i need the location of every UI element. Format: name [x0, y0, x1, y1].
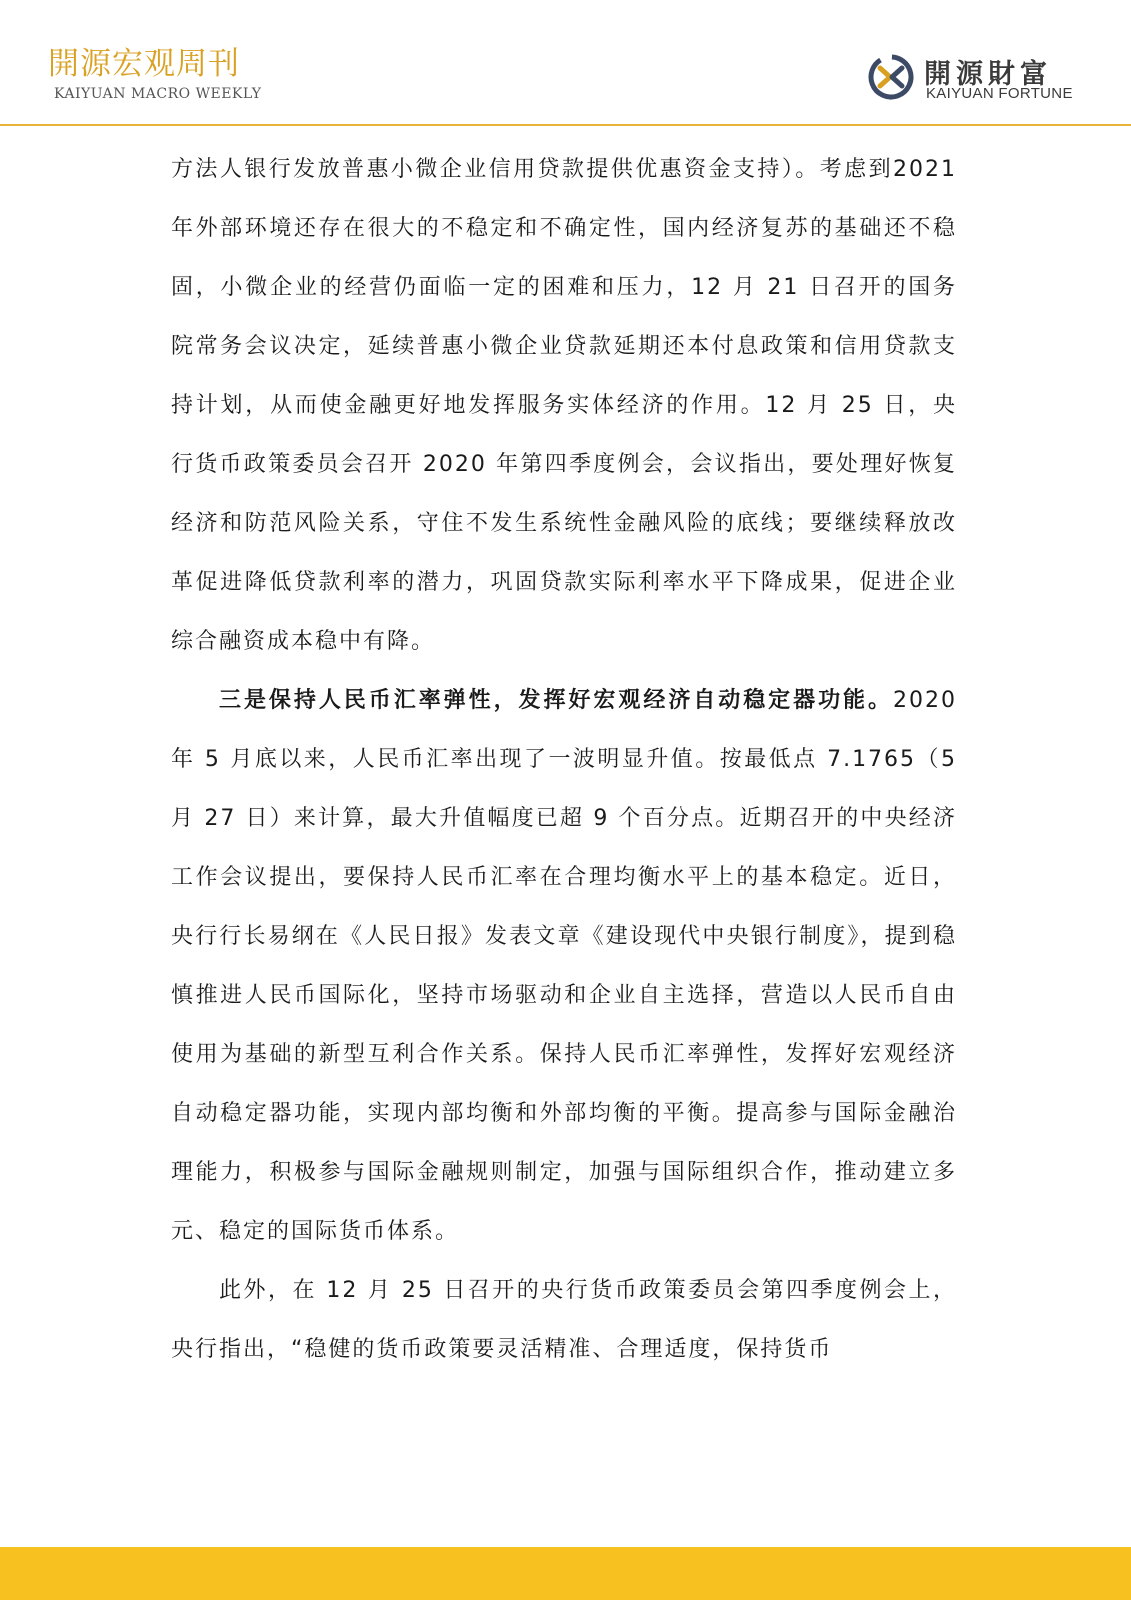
publication-subtitle: KAIYUAN MACRO WEEKLY: [54, 86, 262, 102]
article-body: [171, 140, 957, 1379]
brand-logo: [866, 50, 1091, 106]
brand-logo-icon: [866, 52, 916, 102]
publication-title: 開源宏观周刊: [48, 46, 240, 82]
paragraph: [171, 671, 957, 1261]
paragraph: 此外，在 12 月 25 日召开的央行货币政策委员会第四季度例会上，央行指出，“稳健的货币政策要灵活精准、合理适度，保持货币: [171, 1278, 957, 1362]
paragraph-heading: 三是保持人民币汇率弹性，发挥好宏观经济自动稳定器功能。: [219, 688, 893, 713]
paragraph: 方法人银行发放普惠小微企业信用贷款提供优惠资金支持）。考虑到2021 年外部环境还存在很大的不稳定和不确定性，国内经济复苏的基础还不稳固，小微企业的经营仍面临一定的困难和压力，12 月 21 日召开的国务院常务会议决定，延续普惠小微企业贷款延期还本付息政策和信用贷款支持计划，从而使金融更好地发挥服务实体经济的作用。12 月 25 日，央行货币政策委员会召开 2020 年第四季度例会，会议指出，要处理好恢复经济和防范风险关系，守住不发生系统性金融风险的底线；要继续释放改革促进降低贷款利率的潜力，巩固贷款实际利率水平下降成果，促进企业综合融资成本稳中有降。: [171, 157, 957, 654]
header-divider: [0, 124, 1131, 126]
paragraph-text: 2020 年 5 月底以来，人民币汇率出现了一波明显升值。按最低点 7.1765（5 月 27 日）来计算，最大升值幅度已超 9 个百分点。近期召开的中央经济工作会议提出，要保持人民币汇率在合理均衡水平上的基本稳定。近日，央行行长易纲在《人民日报》发表文章《建设现代中央银行制度》，提到稳慎推进人民币国际化，坚持市场驱动和企业自主选择，营造以人民币自由使用为基础的新型互利合作关系。保持人民币汇率弹性，发挥好宏观经济自动稳定器功能，实现内部均衡和外部均衡的平衡。提高参与国际金融治理能力，积极参与国际金融规则制定，加强与国际组织合作，推动建立多元、稳定的国际货币体系。: [171, 688, 957, 1244]
footer-bar: [0, 1547, 1131, 1600]
page-header: [0, 0, 1131, 126]
brand-name-en: KAIYUAN FORTUNE: [926, 85, 1073, 102]
brand-name-cn: 開源財富: [924, 59, 1052, 90]
